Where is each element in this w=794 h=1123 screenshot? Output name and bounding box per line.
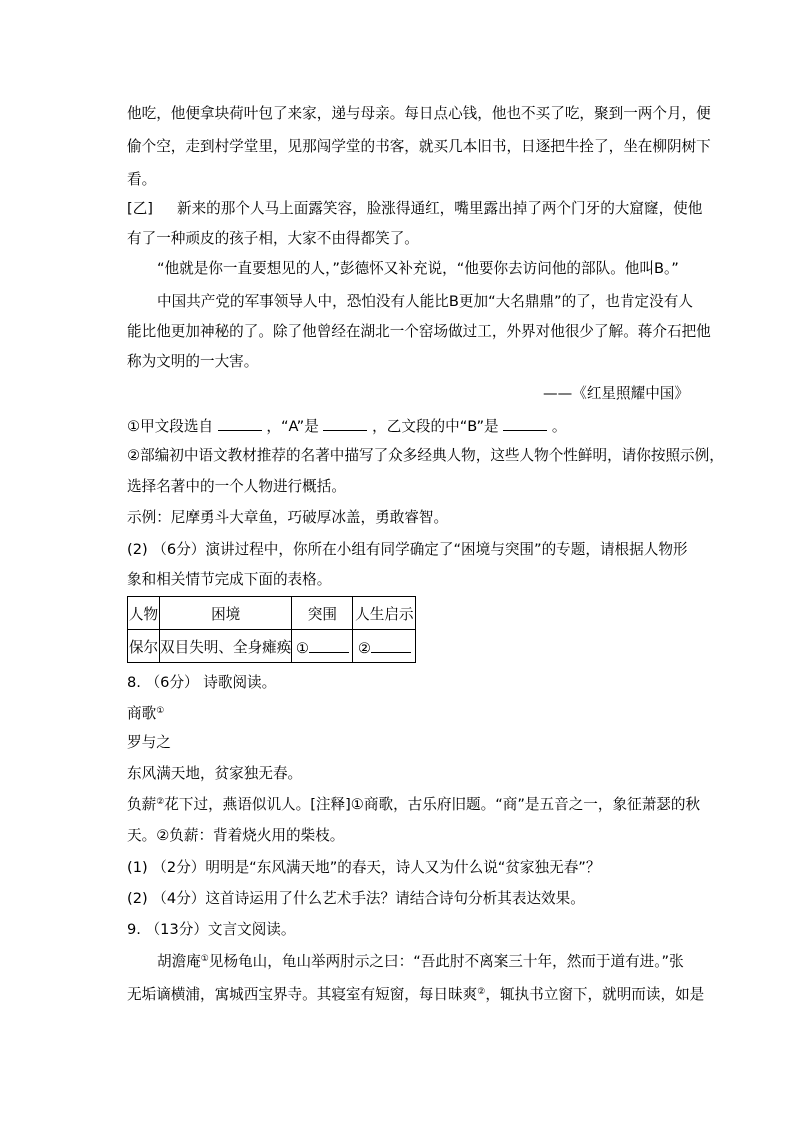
- q2-line-2: 象和相关情节完成下面的表格。: [127, 571, 332, 588]
- q1-sub2-line-2: 选择名著中的一个人物进行概括。: [127, 478, 346, 495]
- poem-line-1: 东风满天地，贫家独无春。: [127, 765, 303, 782]
- q9-line-2-rest: ，辄执书立窗下，就明而读，如是: [485, 986, 705, 1003]
- poem-author: 罗与之: [127, 734, 171, 751]
- insight-answer-blank[interactable]: [371, 636, 411, 653]
- poem-line-2: [127, 795, 700, 815]
- insight-marker: ②: [357, 639, 371, 657]
- yi-para-line-2: 能比他更加神秘的了。除了他曾经在湖北一个窑场做过工，外界对他很少了解。蒋介石把他: [127, 323, 711, 340]
- yi-line-1: [127, 199, 702, 219]
- q1-part-1: ①甲文段选自: [127, 418, 214, 435]
- poem-line-2-start: 负薪: [127, 796, 157, 813]
- table-header-cell: 困境: [160, 597, 292, 630]
- q9-note-1: ①: [200, 954, 209, 964]
- q1-part-3: ，乙文段的中“B”是: [372, 418, 499, 435]
- yi-text-1: 新来的那个人马上面露笑容，脸涨得通红，嘴里露出掉了两个门牙的大窟窿，使他: [176, 200, 703, 217]
- answer-blank-b[interactable]: [323, 414, 367, 431]
- table-header-cell: 人生启示: [353, 597, 416, 630]
- poem-title-note: ①: [156, 706, 165, 716]
- breakout-answer-blank[interactable]: [309, 636, 349, 653]
- dilemma-table: [127, 596, 416, 663]
- poem-note-2: ②: [156, 797, 165, 807]
- answer-blank-a[interactable]: [218, 414, 262, 431]
- poem-annotation-end: 天。②负薪：背着烧火用的柴枝。: [127, 827, 345, 844]
- poem-title: 商歌: [127, 705, 157, 722]
- q9-line-1-start: 胡澹庵: [157, 953, 201, 970]
- q8-sub1: (1) （2分）明明是“东风满天地”的春天，诗人又为什么说“贫家独无春”？: [127, 859, 601, 876]
- q1-fill-line: [127, 414, 567, 437]
- yi-source: ——《红星照耀中国》: [543, 385, 689, 402]
- table-cell-person: 保尔: [128, 630, 160, 663]
- passage-line-2: 偷个空，走到村学堂里，见那闯学堂的书客，就买几本旧书，日逐把牛拴了，坐在柳阴树下: [127, 138, 711, 155]
- q9-line-1: [157, 952, 684, 972]
- q8-sub2: (2) （4分）这首诗运用了什么艺术手法？请结合诗句分析其表达效果。: [127, 890, 585, 907]
- yi-line-2: 有了一种顽皮的孩子相，大家不由得都笑了。: [127, 230, 419, 247]
- yi-label: [乙]: [127, 200, 153, 217]
- q1-part-4: 。: [551, 418, 567, 435]
- q9-heading: 9. （13分）文言文阅读。: [127, 921, 296, 938]
- q1-sub2-line-1: ②部编初中语文教材推荐的名著中描写了众多经典人物，这些人物个性鲜明，请你按照示例，: [127, 447, 724, 464]
- poem-title-line: [127, 704, 164, 724]
- q9-line-2: [127, 985, 704, 1005]
- passage-line-3: 看。: [127, 171, 157, 188]
- q2-line-1: (2) （6分）演讲过程中，你所在小组有同学确定了“困境与突围”的专题，请根据人物形: [127, 541, 688, 558]
- q1-example: 示例：尼摩勇斗大章鱼，巧破厚冰盖，勇敢睿智。: [127, 509, 449, 526]
- passage-line-1: 他吃，他便拿块荷叶包了来家，递与母亲。每日点心钱，他也不买了吃，聚到一两个月，便: [127, 105, 711, 122]
- q1-part-2: ，“A”是: [266, 418, 319, 435]
- answer-blank-c[interactable]: [503, 414, 547, 431]
- table-header-cell: 人物: [128, 597, 160, 630]
- breakout-marker: ①: [295, 639, 309, 657]
- q8-heading: 8. （6分） 诗歌阅读。: [127, 674, 277, 691]
- table-cell-dilemma: 双目失明、全身瘫痪: [160, 630, 292, 663]
- table-cell-insight: [353, 630, 416, 663]
- table-cell-breakout: [292, 630, 353, 663]
- yi-para-line-3: 称为文明的一大害。: [127, 353, 259, 370]
- table-row: [128, 630, 416, 663]
- poem-line-2-rest: 花下过，燕语似讥人。[注释]①商歌，古乐府旧题。“商”是五音之一，象征萧瑟的秋: [164, 796, 701, 813]
- q9-line-1-rest: 见杨龟山，龟山举两肘示之曰：“吾此肘不离案三十年，然而于道有进。”张: [208, 953, 684, 970]
- yi-para-line-1: 中国共产党的军事领导人中，恐怕没有人能比B更加“大名鼎鼎”的了，也肯定没有人: [157, 293, 693, 310]
- table-header-cell: 突围: [292, 597, 353, 630]
- table-header-row: [128, 597, 416, 630]
- q9-note-2: ②: [477, 987, 486, 997]
- yi-quote: “他就是你一直要想见的人，”彭德怀又补充说，“他要你去访问他的部队。他叫B。”: [157, 260, 679, 277]
- q9-line-2-start: 无垢谪横浦，寓城西宝界寺。其寝室有短窗，每日昧爽: [127, 986, 478, 1003]
